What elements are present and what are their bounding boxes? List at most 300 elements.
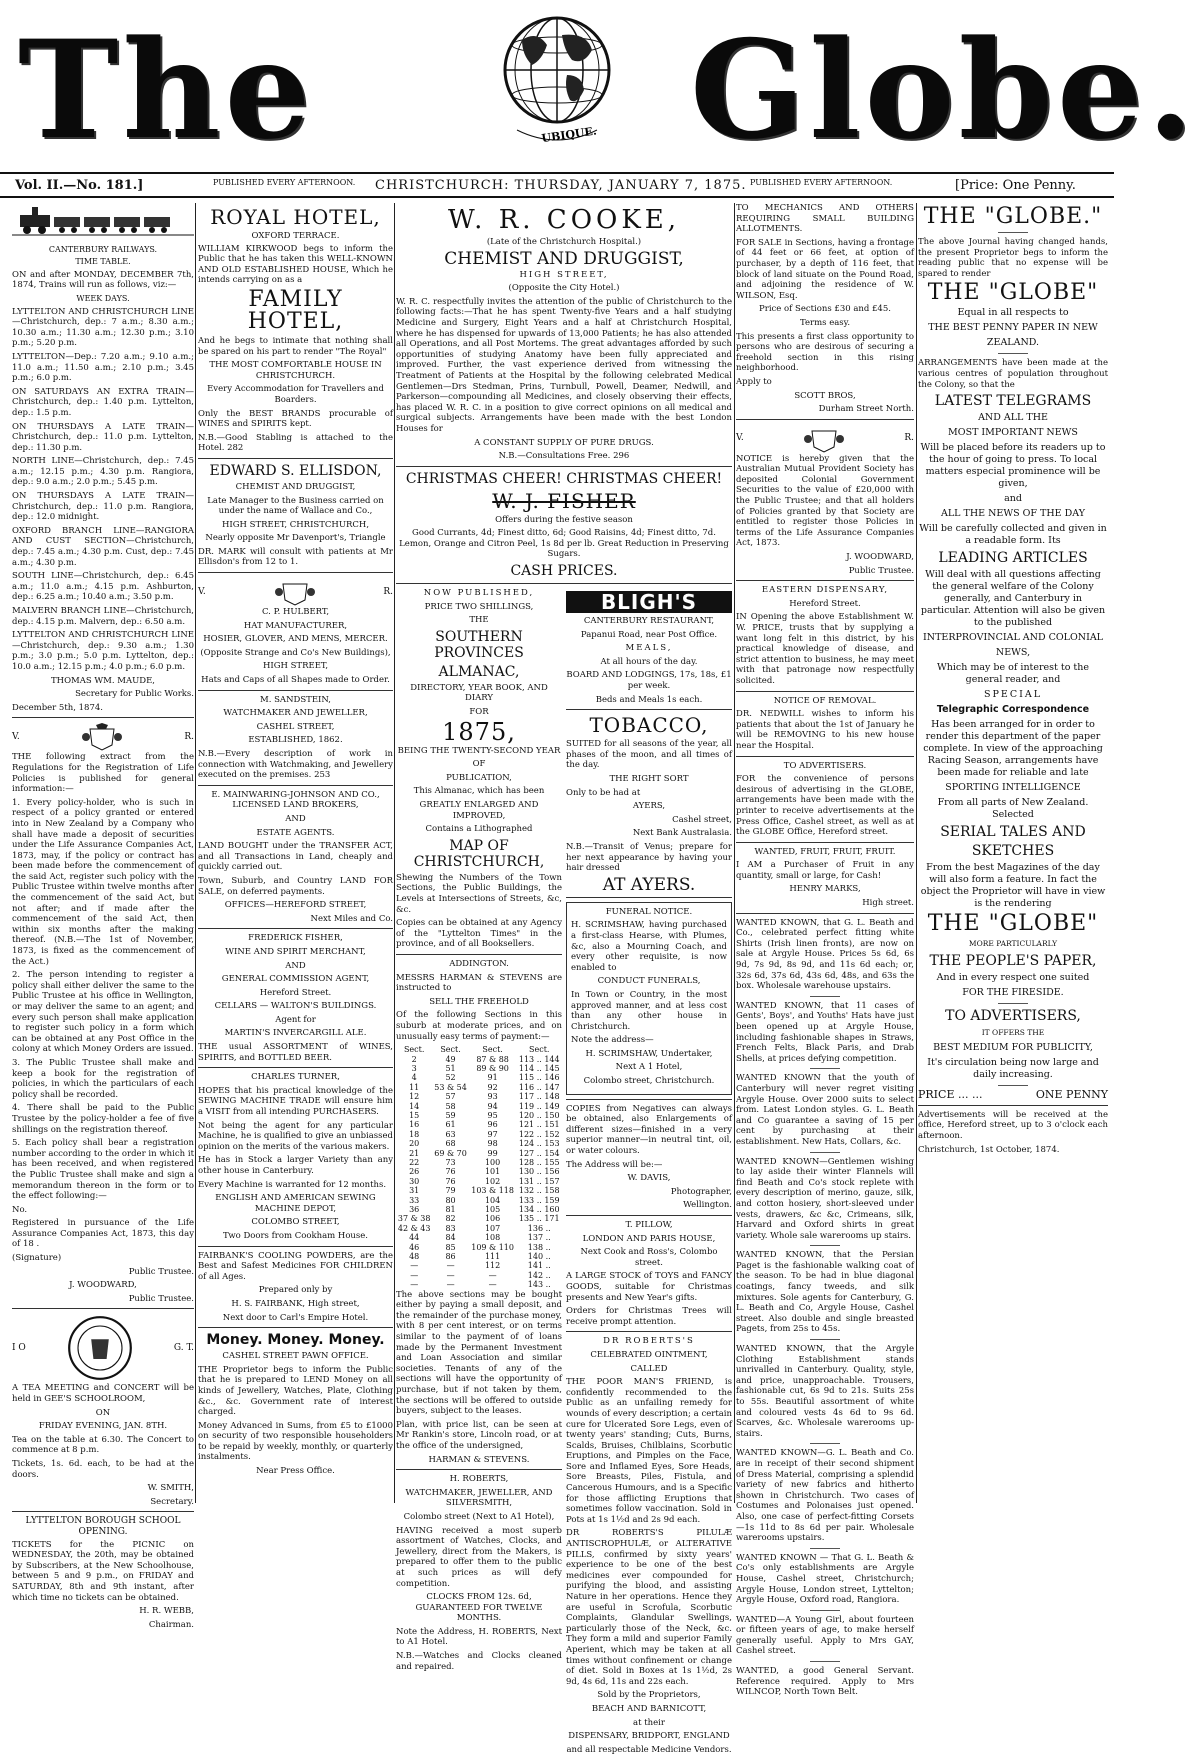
roberts-note: Note the Address, H. ROBERTS, Next to A1 Hotel. bbox=[396, 1626, 562, 1648]
sections-cell: 79 bbox=[445, 1186, 456, 1196]
sections-cell: 11 bbox=[409, 1082, 420, 1092]
globe-most: MOST IMPORTANT NEWS bbox=[948, 427, 1078, 439]
globe-latest: LATEST TELEGRAMS bbox=[934, 393, 1092, 410]
sections-cell: 33 bbox=[409, 1195, 420, 1205]
ointment-proprietors: BEACH AND BARNICOTT, bbox=[591, 1703, 707, 1714]
turner-depot: ENGLISH AND AMERICAN SEWING MACHINE DEPOT, bbox=[215, 1193, 376, 1214]
crest-v: V. bbox=[12, 732, 20, 743]
roberts-clocks: CLOCKS FROM 12s. 6d, GUARANTEED FOR TWELVE MONTHS. bbox=[415, 1592, 543, 1624]
amp-r: R. bbox=[904, 433, 914, 444]
addington-text-3: The above sections may be bought either by paying a small deposit, and the remainder of the purchase money, with 8 per cent interest, or on terms similar to the payment of of loans made by the Permanent Investment and Loan Association and similar societies. Tenants of any of the sections will have the opportunity of purchase, but if not taken by them, the sections will be offered to outside buyers, subject to the leases. bbox=[396, 1289, 562, 1417]
masthead-title-left: The bbox=[18, 10, 315, 169]
bligh-beds: Beds and Meals 1s each. bbox=[595, 694, 703, 705]
advertisers-text: FOR the convenience of persons desirous of advertising in the GLOBE, arrangements have been made with the printer to receive advertisements at the Press Office, Cashel street, as well as at the GLOBE Office, Hereford street. bbox=[736, 774, 914, 838]
sandstein-number: 253 bbox=[314, 770, 331, 781]
column-rule bbox=[394, 203, 395, 1503]
royal-crest bbox=[12, 722, 194, 752]
sections-cell: 68 bbox=[445, 1139, 456, 1149]
tobacco-text: SUITED for all seasons of the year, all phases of the moon, and all times of the day. bbox=[566, 739, 732, 771]
ointment-text: THE POOR MAN'S FRIEND, is confidently recommended to the Public as an unfailing remedy for wounds of every description; a certain cure for Ulcerated Sore Legs, even of twenty years' standing; Cuts, Burns, Scalds, Bruises, Chilblains, Scorbutic Eruptions, and Pimples on the Face, Sore and Inflamed Eyes, Sore Heads, Sore Breasts, Piles, Fistula, and Cancerous Humours, and is a Specific for those afflicting Eruptions that sometimes follow vaccination. Sold in Pots at 1s 1½d and 2s 9d each. bbox=[566, 1377, 732, 1525]
globe-title: THE "GLOBE" bbox=[927, 280, 1099, 306]
hulbert-opposite: (Opposite Strange and Co's New Buildings), bbox=[200, 647, 391, 658]
fisher-address: Hereford Street. bbox=[259, 987, 332, 998]
globe-arrangements: ARRANGEMENTS have been made at the various centres of population throughout the Colony, so that the bbox=[918, 358, 1108, 390]
ointment-pills: DR ROBERTS'S PILULÆ ANTISCROPHULÆ, or ALTERATIVE PILLS, confirmed by sixty years' experience to be one of the best medicines ever compounded for purifying the blood, and assisting Nature in her operations. Hence they are useful in Scrofula, Scorbutic Complaints, Glandular Swellings, particularly those of the Neck, &c. They form a mild and superior Family Aperient, which may be taken at all times without confinement or change of diet. Sold in Boxes at 1s 1½d, 2s 9d, 4s 6d, 11s and 22s each. bbox=[566, 1528, 732, 1687]
sections-row bbox=[396, 1186, 562, 1195]
column-rule bbox=[916, 203, 917, 1503]
sections-cell: 14 bbox=[409, 1101, 420, 1111]
royal-arms-icon bbox=[804, 425, 844, 453]
copies-address: The Address will be:— bbox=[566, 1159, 663, 1170]
sections-row bbox=[396, 1130, 562, 1139]
sections-row bbox=[396, 1139, 562, 1148]
sections-row bbox=[396, 1252, 562, 1261]
globe-from: From all parts of New Zealand. Selected bbox=[937, 797, 1089, 821]
globe-peoples: THE PEOPLE'S PAPER, bbox=[929, 953, 1097, 970]
sections-cell: 96 bbox=[487, 1120, 498, 1130]
sections-cell: 124 .. 153 bbox=[518, 1139, 560, 1149]
amp-crest bbox=[736, 424, 914, 454]
rail-entry: LYTTELTON—Dep.: 7.20 a.m.; 9.10 a.m.; 11.0 a.m.; 11.50 a.m.; 2.10 p.m.; 3.45 p.m.; 6.0 p.m. bbox=[12, 351, 194, 384]
trustee-signature: (Signature) bbox=[12, 1253, 62, 1264]
globe-fireside: FOR THE FIRESIDE. bbox=[962, 987, 1064, 999]
addington-signature: HARMAN & STEVENS. bbox=[428, 1454, 530, 1465]
almanac-year: 1875, bbox=[442, 717, 516, 746]
crest-r: R. bbox=[184, 732, 194, 743]
sections-cell: 15 bbox=[409, 1110, 420, 1120]
almanac-now: NOW PUBLISHED, bbox=[423, 588, 535, 599]
ointment-vendors: and all respectable Medicine Vendors. bbox=[566, 1744, 732, 1755]
pillow-text-2: Orders for Christmas Trees will receive prompt attention. bbox=[566, 1306, 732, 1327]
railway-intro: ON and after MONDAY, DECEMBER 7th, 1874, Trains will run as follows, viz:— bbox=[12, 269, 194, 291]
sections-cell: 2 bbox=[411, 1054, 417, 1064]
eastern-text: IN Opening the above Establishment W. W. PRICE, trusts that by supplying a want long felt in this district, by his practical knowledge of disease, and strict attention to business, he may meet with that patronage now respectfully solicited. bbox=[736, 612, 914, 686]
hotel-text: WILLIAM KIRKWOOD begs to inform the Public that he has taken this WELL-KNOWN AND OLD ESTABLISHED HOUSE, Which he intends carrying on as a bbox=[198, 243, 393, 286]
tobacco-ayers: AYERS, bbox=[632, 801, 666, 812]
removal-text: DR. NEDWILL wishes to inform his patients that about the 1st of January he will be REMOVING to his new house near the Hospital. bbox=[736, 709, 914, 751]
sections-cell: 102 bbox=[484, 1176, 501, 1186]
almanac-being: BEING THE TWENTY-SECOND YEAR bbox=[397, 745, 561, 756]
rail-entry: SOUTH LINE—Christchurch, dep.: 6.45 a.m.; 11.0 a.m.; 4.15 p.m. Ashburton, dep.: 6.25 a.m.; 10.40 a.m.; 3.50 p.m. bbox=[12, 571, 194, 603]
sections-cell: 136 .. bbox=[527, 1223, 551, 1233]
sections-cell: 142 .. bbox=[527, 1270, 551, 1280]
sections-row bbox=[396, 1224, 562, 1233]
fisher-name: FREDERICK FISHER, bbox=[248, 933, 343, 944]
column-rule bbox=[195, 203, 196, 1503]
rail-signature-title: Secretary for Public Works. bbox=[75, 689, 194, 700]
sections-cell: 111 bbox=[484, 1252, 501, 1262]
funeral-conduct: CONDUCT FUNERALS, bbox=[597, 976, 701, 987]
roberts-trade: WATCHMAKER, JEWELLER, AND SILVERSMITH, bbox=[405, 1487, 553, 1509]
fisher-trade-2: GENERAL COMMISSION AGENT, bbox=[221, 974, 370, 985]
hulbert-trade: HAT MANUFACTURER, bbox=[243, 620, 348, 631]
ellisdon-name: EDWARD S. ELLISDON, bbox=[209, 462, 382, 479]
globe-equal: Equal in all respects to bbox=[957, 307, 1069, 319]
sections-cell: 130 .. 156 bbox=[518, 1167, 560, 1177]
hulbert-v: V. bbox=[198, 586, 206, 597]
seal-icon bbox=[67, 1315, 133, 1381]
removal-heading: NOTICE OF REMOVAL. bbox=[773, 695, 877, 706]
almanac-sub: DIRECTORY, YEAR BOOK, AND DIARY bbox=[410, 682, 548, 704]
tea-time: Tea on the table at 6.30. The Concert to commence at 8 p.m. bbox=[12, 1434, 194, 1456]
sections-cell: 59 bbox=[445, 1110, 456, 1120]
sections-header: Sect. bbox=[403, 1045, 425, 1055]
cooke-consult bbox=[396, 451, 732, 462]
globe-placed: Will be placed before its readers up to the hour of going to press. To local matters especial prominence will be given, bbox=[920, 442, 1106, 490]
tobacco-heading: TOBACCO, bbox=[589, 713, 709, 738]
ointment-sold: Sold by the Proprietors, bbox=[597, 1690, 701, 1701]
royal-arms-icon bbox=[82, 723, 122, 751]
globe-special: SPECIAL bbox=[983, 689, 1043, 701]
fruit-street: High street. bbox=[862, 898, 914, 909]
tea-signature: W. SMITH, bbox=[147, 1483, 194, 1494]
mainwaring-estate: ESTATE AGENTS. bbox=[256, 827, 335, 838]
almanac-enlarged: GREATLY ENLARGED AND IMPROVED, bbox=[419, 800, 539, 821]
bligh-restaurant: CANTERBURY RESTAURANT, bbox=[583, 616, 715, 627]
globe-to-advertisers: TO ADVERTISERS, bbox=[945, 1008, 1081, 1025]
iogt-left: I O bbox=[12, 1343, 26, 1354]
sections-cell: 26 bbox=[409, 1167, 420, 1177]
sections-cell: 134 .. 160 bbox=[518, 1205, 560, 1214]
trustee-form: Registered in pursuance of the Life Assurance Companies Act, 1873, this day of 18 . bbox=[12, 1218, 194, 1250]
sections-cell: 114 .. 145 bbox=[518, 1063, 560, 1073]
col3-two-up bbox=[396, 588, 732, 1758]
trustee-name-title: Public Trustee. bbox=[128, 1293, 194, 1304]
sections-cell: 83 bbox=[445, 1223, 456, 1233]
tobacco-nb: N.B.—Transit of Venus; prepare for her next appearance by having your hair dressed bbox=[566, 841, 732, 874]
rail-entry: ON SATURDAYS AN EXTRA TRAIN—Christchurch, dep.: 1.40 p.m. Lyttelton, dep.: 1.5 p.m. bbox=[12, 386, 194, 418]
rail-date: December 5th, 1874. bbox=[12, 702, 103, 713]
cooke-trade: CHEMIST AND DRUGGIST, bbox=[444, 248, 684, 269]
globe-deal: Will deal with all questions affecting the general welfare of the Colony generally, and Canterbury in particular. Attention will also be given to the published bbox=[920, 569, 1106, 629]
sections-row bbox=[396, 1158, 562, 1167]
fairbank-text: FAIRBANK'S COOLING POWDERS, are the Best and Safest Medicines FOR CHILDREN of all Ages. bbox=[198, 1250, 393, 1282]
published-note-left: PUBLISHED EVERY AFTERNOON. bbox=[213, 178, 356, 187]
sections-cell: 138 .. bbox=[527, 1242, 551, 1252]
funeral-note: Note the address— bbox=[571, 1035, 654, 1046]
hotel-stabling bbox=[198, 433, 393, 454]
mechanics-name: SCOTT BROS, bbox=[794, 390, 856, 401]
trustee-item: 5. Each policy shall bear a registration number according to the order in which it has been received, and when registered the Public Trustee shall make and sign a memorandum thereon in the form or to the effect following:— bbox=[12, 1138, 194, 1202]
sections-row bbox=[396, 1271, 562, 1280]
globe-date: Christchurch, 1st October, 1874. bbox=[918, 1144, 1060, 1155]
fairbank-name: H. S. FAIRBANK, High street, bbox=[231, 1298, 360, 1309]
globe-all-news: ALL THE NEWS OF THE DAY bbox=[941, 508, 1085, 520]
fisher-cellars: CELLARS — WALTON'S BUILDINGS. bbox=[214, 1001, 377, 1012]
mechanics-price: Price of Sections £30 and £45. bbox=[759, 304, 891, 315]
sandstein-text-body: N.B.—Every description of work in connection with Watchmaking, and Jewellery executed on the premises. bbox=[198, 749, 393, 781]
roberts-nb: N.B.—Watches and Clocks cleaned and repaired. bbox=[396, 1651, 562, 1672]
globe-and-all: AND ALL THE bbox=[978, 412, 1048, 424]
cooke-supply: A CONSTANT SUPPLY OF PURE DRUGS. bbox=[474, 437, 654, 448]
sections-row bbox=[396, 1092, 562, 1101]
globe-serial: SERIAL TALES AND bbox=[940, 824, 1086, 841]
globe-intro: The above Journal having changed hands, the present Proprietor begs to inform the reading public that no expense will be spared to render bbox=[918, 237, 1108, 279]
sandstein-established: ESTABLISHED, 1862. bbox=[248, 735, 343, 746]
eastern-street: Hereford Street. bbox=[789, 598, 861, 609]
train-icon bbox=[12, 203, 194, 239]
sections-cell: 91 bbox=[487, 1073, 498, 1083]
funeral-text-2: In Town or Country, in the most approved manner, and at less cost than any other house in Christchurch. bbox=[571, 989, 727, 1032]
sections-cell: — bbox=[410, 1280, 419, 1290]
sections-cell: — bbox=[488, 1280, 497, 1290]
sandstein-address: CASHEL STREET, bbox=[256, 721, 335, 732]
addington-text: MESSRS HARMAN & STEVENS are instructed to bbox=[396, 972, 562, 994]
amp-text: NOTICE is hereby given that the Australian Mutual Provident Society has deposited Colonial Government Securities to the value of £20,000 with the Public Trustee; and that all holders of Policies granted by that Society are entitled to register those Policies in terms of the Life Assurance Companies Act, 1873. bbox=[736, 453, 914, 549]
hotel-brands: Only the BEST BRANDS procurable of WINES and SPIRITS kept. bbox=[198, 408, 393, 430]
wanted-ad: WANTED KNOWN — That G. L. Beath & Co's only establishments are Argyle House, Cashel street, Christchurch; Argyle House, London street, Lyttelton; Argyle House, Oxford road, Rangiora. bbox=[736, 1552, 914, 1606]
money-text-2: Money Advanced in Sums, from £5 to £1000 on security of two responsible householders to be repaid by weekly, monthly, or quarterly instalments. bbox=[198, 1420, 393, 1463]
money-near: Near Press Office. bbox=[256, 1466, 335, 1477]
funeral-street: Colombo street, Christchurch. bbox=[583, 1076, 715, 1087]
sections-cell: 44 bbox=[409, 1233, 420, 1243]
globe-price-label: PRICE ... ... bbox=[918, 1088, 983, 1102]
sections-header: Sect. bbox=[482, 1045, 503, 1055]
funeral-name: H. SCRIMSHAW, Undertaker, bbox=[585, 1048, 713, 1059]
sections-cell: 131 .. 157 bbox=[518, 1176, 560, 1186]
pillow-text: A LARGE STOCK of TOYS and FANCY GOODS, suitable for Christmas presents and New Year's gifts. bbox=[566, 1271, 732, 1303]
sections-cell: 140 .. bbox=[527, 1252, 551, 1262]
sections-header: Sect. bbox=[440, 1045, 461, 1055]
sections-row bbox=[396, 1261, 562, 1270]
sections-row bbox=[396, 1177, 562, 1186]
bligh-name: BLIGH'S bbox=[566, 591, 732, 613]
sections-cell: 22 bbox=[409, 1157, 420, 1167]
sections-row bbox=[396, 1280, 562, 1289]
hotel-stabling-text: N.B.—Good Stabling is attached to the Hotel. bbox=[198, 432, 393, 454]
mainwaring-text-2: Town, Suburb, and Country LAND FOR SALE, on deferred payments. bbox=[198, 875, 393, 897]
sections-cell: 94 bbox=[487, 1101, 498, 1111]
school-heading: LYTTELTON BOROUGH SCHOOL OPENING. bbox=[25, 1516, 181, 1537]
addington-text-2: Of the following Sections in this suburb at moderate prices, and on unusually easy terms of payment:— bbox=[396, 1010, 562, 1042]
mainwaring-and: AND bbox=[285, 813, 306, 824]
globe-price-value: ONE PENNY bbox=[1035, 1088, 1108, 1102]
sections-cell: 16 bbox=[409, 1120, 420, 1130]
hotel-family: FAMILY HOTEL, bbox=[247, 286, 344, 334]
sections-row bbox=[396, 1149, 562, 1158]
money-text: THE Proprietor begs to inform the Public that he is prepared to LEND Money on all kinds of Jewellery, Watches, Plate, Clothing &c., &c. Government rate of interest charged. bbox=[198, 1364, 393, 1418]
sections-row bbox=[396, 1196, 562, 1205]
globe-mags: From the best Magazines of the day will also form a feature. In fact the object the Proprietor will have in view is the rendering bbox=[920, 862, 1106, 910]
fisher-ale: MARTIN'S INVERCARGILL ALE. bbox=[224, 1028, 367, 1039]
almanac-this: This Almanac, which has been bbox=[413, 786, 545, 797]
xmas-heading: CHRISTMAS CHEER! CHRISTMAS CHEER! bbox=[405, 470, 723, 487]
sections-cell: 133 .. 159 bbox=[518, 1195, 560, 1205]
globe-news: NEWS, bbox=[995, 647, 1031, 659]
almanac-for: FOR bbox=[469, 707, 489, 718]
sections-cell: 42 & 43 bbox=[397, 1223, 431, 1233]
sections-table bbox=[396, 1045, 562, 1290]
sections-cell: 92 bbox=[487, 1082, 498, 1092]
globe-every: And in every respect one suited bbox=[936, 972, 1090, 984]
column-3 bbox=[396, 203, 732, 1755]
price: [Price: One Penny. bbox=[955, 178, 1076, 193]
money-subheading: CASHEL STREET PAWN OFFICE. bbox=[222, 1351, 369, 1362]
sections-row bbox=[396, 1243, 562, 1252]
tobacco-street: Cashel street, bbox=[672, 814, 732, 825]
roberts-text: HAVING received a most superb assortment of Watches, Clocks, and Jewellery, direct from the Makers, is prepared to offer them to the public at such prices as will defy competition. bbox=[396, 1525, 562, 1589]
mechanics-address: Durham Street North. bbox=[818, 404, 914, 415]
pillow-name: T. PILLOW, bbox=[625, 1220, 673, 1230]
sections-row bbox=[396, 1167, 562, 1176]
sections-row bbox=[396, 1064, 562, 1073]
wanted-ad: WANTED KNOWN—G. L. Beath and Co. are in receipt of their second shipment of Dress Material, comprising a splendid variety of new fabrics and hitherto shown in Christchurch. Two cases of Costumes and Polonaises just opened. Also, one case of perfect-fitting Corsets—1s 11d to 8s 6d per pair. Wholesale warerooms upstairs. bbox=[736, 1448, 914, 1544]
sections-cell: 115 .. 146 bbox=[518, 1073, 560, 1083]
ellisdon-trade: CHEMIST AND DRUGGIST, bbox=[235, 481, 356, 492]
sections-cell: 76 bbox=[445, 1167, 456, 1177]
fairbank-near: Next door to Carl's Empire Hotel. bbox=[222, 1312, 369, 1323]
school-text: TICKETS for the PICNIC on WEDNESDAY, the 20th, may be obtained by Subscribers, at the New Schoolhouse, between 5 and 9 p.m., on FRIDAY and SATURDAY, 8th and 9th instant, after which time no tickets can be obtained. bbox=[12, 1539, 194, 1603]
amp-title: Public Trustee. bbox=[848, 565, 914, 576]
weekdays-heading: WEEK DAYS. bbox=[76, 293, 130, 303]
copies-name: W. DAVIS, bbox=[627, 1173, 671, 1184]
sections-cell: 61 bbox=[445, 1120, 456, 1130]
tea-on: ON bbox=[95, 1407, 111, 1418]
sections-row bbox=[396, 1073, 562, 1082]
amp-name: J. WOODWARD, bbox=[846, 552, 914, 563]
hulbert-crest bbox=[198, 577, 393, 607]
cooke-number: 296 bbox=[613, 451, 630, 462]
sections-header-row bbox=[396, 1045, 562, 1054]
sections-cell: 97 bbox=[487, 1129, 498, 1139]
sections-cell: 57 bbox=[445, 1092, 456, 1102]
sections-cell: 122 .. 152 bbox=[518, 1129, 560, 1139]
globe-best: THE BEST PENNY PAPER IN NEW bbox=[928, 322, 1098, 334]
column-2 bbox=[198, 203, 393, 1503]
sections-cell: 108 bbox=[484, 1233, 501, 1243]
sections-cell: 12 bbox=[409, 1092, 420, 1102]
tea-date: FRIDAY EVENING, JAN. 8TH. bbox=[38, 1421, 168, 1432]
ellisdon-address: HIGH STREET, CHRISTCHURCH, bbox=[221, 519, 370, 530]
cooke-late: (Late of the Christchurch Hospital.) bbox=[486, 237, 642, 247]
sections-cell: 120 .. 150 bbox=[518, 1110, 560, 1120]
sections-cell: 106 bbox=[484, 1214, 501, 1224]
eastern-heading: EASTERN DISPENSARY, bbox=[761, 585, 889, 596]
wanted-ad: WANTED KNOWN that the youth of Canterbury will never regret visiting Argyle House. Over 2000 suits to select from. Latest London styles. G. L. Beath and Co guarantee a saving of 15 per cent by purchasing at their establishment. New Hats, Collars, &c. bbox=[736, 1073, 914, 1147]
sections-cell: 103 & 118 bbox=[471, 1186, 514, 1196]
hotel-comfortable: THE MOST COMFORTABLE HOUSE IN CHRISTCHURCH. bbox=[209, 360, 382, 381]
mainwaring-text: LAND BOUGHT under the TRANSFER ACT, and all Transactions in Land, cheaply and quickly carried out. bbox=[198, 841, 393, 873]
railway-heading: CANTERBURY RAILWAYS. bbox=[48, 244, 158, 254]
mechanics-terms: Terms easy. bbox=[799, 317, 851, 328]
sections-cell: 84 bbox=[445, 1233, 456, 1243]
almanac-price: PRICE TWO SHILLINGS, bbox=[424, 601, 534, 612]
trustee-item: 1. Every policy-holder, who is such in respect of a policy granted or entered into in New Zealand by a Company who shall have made a deposit of securities under the Life Assurance Companies Act, 1873, may, if the policy or contract has been made before the commencement of the said Act, register such policy with the Public Trustee within twelve months after the commencement of the said Act, but not after; and if made after the commencement of the said Act, then within six months after the making thereof. (N.B.—The 1st of November, 1873, is fixed as the commencement of the Act.) bbox=[12, 797, 194, 967]
railway-subheading: TIME TABLE. bbox=[75, 257, 131, 267]
sections-cell: 80 bbox=[445, 1195, 456, 1205]
globe-more: MORE PARTICULARLY bbox=[968, 939, 1058, 949]
sections-row bbox=[396, 1055, 562, 1064]
almanac-the: THE bbox=[469, 615, 489, 626]
ointment-name: DR ROBERTS'S bbox=[603, 1336, 695, 1347]
funeral-text: H. SCRIMSHAW, having purchased a first-class Hearse, with Plumes, &c, also a Mourning Coach, and every other requisite, is now enabled to bbox=[571, 920, 727, 973]
rail-entry: MALVERN BRANCH LINE—Christchurch, dep.: 4.15 p.m. Malvern, dep.: 6.50 a.m. bbox=[12, 606, 194, 627]
col3-left bbox=[396, 588, 562, 1758]
sections-row bbox=[396, 1233, 562, 1242]
mechanics-apply: Apply to bbox=[736, 376, 772, 387]
sandstein-name: M. SANDSTEIN, bbox=[260, 694, 331, 705]
dateline: CHRISTCHURCH: THURSDAY, JANUARY 7, 1875. bbox=[375, 178, 747, 193]
amp-v: V. bbox=[736, 433, 744, 444]
sections-cell: 82 bbox=[445, 1214, 456, 1224]
trustee-intro: THE following extract from the Regulations for the Registration of Life Policies is published for general information:— bbox=[12, 752, 194, 795]
wanted-ad: WANTED—A Young Girl, about fourteen or fifteen years of age, to make herself generally useful. Apply to Mrs GAY, Cashel street. bbox=[736, 1614, 914, 1657]
mechanics-text: FOR SALE in Sections, having a frontage of 44 feet or 66 feet, at option of purchaser, by a depth of 116 feet, that block of land situate on the Pound Road, and adjoining the residence of W. WILSON, Esq. bbox=[736, 237, 914, 301]
globe-which: Which may be of interest to the general reader, and bbox=[936, 662, 1089, 686]
ellisdon-text: Late Manager to the Business carried on under the name of Wallace and Co., bbox=[207, 495, 384, 517]
sections-cell: 30 bbox=[409, 1176, 420, 1186]
globe-and: and bbox=[1004, 493, 1022, 505]
sections-cell: 107 bbox=[484, 1223, 501, 1233]
sections-cell: 81 bbox=[445, 1205, 456, 1214]
tea-signature-title: Secretary. bbox=[150, 1496, 194, 1507]
fisher-and: AND bbox=[285, 960, 306, 971]
mechanics-text-2: This presents a first class opportunity to persons who are desirous of securing a freehold section in this rising neighborhood. bbox=[736, 331, 914, 374]
column-4 bbox=[736, 203, 914, 1698]
globe-sketches: SKETCHES bbox=[971, 843, 1055, 860]
mainwaring-offices-2: Next Miles and Co. bbox=[310, 913, 393, 924]
sections-cell: 141 .. bbox=[527, 1261, 551, 1271]
sections-cell: 46 bbox=[409, 1242, 420, 1252]
ellisdon-mark: DR. MARK will consult with patients at Mr Ellisdon's from 12 to 1. bbox=[198, 546, 393, 568]
globe-careful: Will be carefully collected and given in a readable form. Its bbox=[919, 523, 1107, 547]
hotel-text-2: And he begs to intimate that nothing shall be spared on his part to render "The Royal" bbox=[198, 335, 393, 357]
globe-icon bbox=[492, 10, 622, 145]
pillow-address: Next Cook and Ross's, Colombo street. bbox=[580, 1247, 718, 1268]
copies-trade: Photographer, bbox=[670, 1186, 732, 1197]
addington-text-4: Plan, with price list, can be seen at Mr Rankin's store, Lincoln road, or at the office of the undersigned, bbox=[396, 1419, 562, 1451]
bligh-board: BOARD AND LODGINGS, 17s, 18s, £1 per week. bbox=[566, 670, 732, 692]
wanted-ad: WANTED KNOWN—Gentlemen wishing to lay aside their winter Flannels will find Beath and Co's stock replete with every description of merino, gauze, silk, and cotton hosiery, short-sleeved under vests, drawers, &c &c, Crimeans, silk, Harvard and Oxford shirts in great variety. Whole sale warerooms up stairs. bbox=[736, 1156, 914, 1241]
masthead-title-right: Globe. bbox=[690, 10, 1198, 169]
sections-header: Sect. bbox=[529, 1045, 550, 1055]
tobacco-at: AT AYERS. bbox=[602, 874, 696, 895]
rail-entry: ON THURSDAYS A LATE TRAIN—Christchurch, dep.: 11.0 p.m. Lyttelton, dep.: 11.30 p.m. bbox=[12, 421, 194, 453]
sections-cell: — bbox=[410, 1270, 419, 1280]
turner-text-2: Not being the agent for any particular Machine, he is qualified to give an unbiassed opinion on the merits of the various makers. bbox=[198, 1120, 393, 1152]
tea-tickets: Tickets, 1s. 6d. each, to be had at the doors. bbox=[12, 1459, 194, 1480]
funeral-box bbox=[566, 902, 732, 1095]
turner-name: CHARLES TURNER, bbox=[251, 1072, 340, 1083]
trustee-item: 2. The person intending to register a policy shall either deliver the same to the Public Trustee at his office in Wellington, or may deliver the same to an agent; and every such person shall make application to register such policy in a form which can be obtained at any Post Office in the colony at which Money Orders are issued. bbox=[12, 970, 194, 1055]
sections-cell: 87 & 88 bbox=[476, 1054, 509, 1064]
sections-cell: 105 bbox=[484, 1205, 501, 1214]
trustee-item: 4. There shall be paid to the Public Trustee by the policy-holder a fee of five shillings on the registration thereof. bbox=[12, 1103, 194, 1135]
trustee-title: Public Trustee. bbox=[128, 1266, 194, 1277]
almanac-title-2: ALMANAC, bbox=[438, 663, 520, 680]
sections-body bbox=[396, 1055, 562, 1290]
sections-cell: 135 .. 171 bbox=[518, 1214, 560, 1224]
xmas-name: W. J. FISHER bbox=[492, 488, 636, 513]
sections-cell: 128 .. 155 bbox=[518, 1157, 560, 1167]
roberts-name: H. ROBERTS, bbox=[449, 1474, 509, 1485]
sections-cell: 93 bbox=[487, 1092, 498, 1102]
tobacco-near: Next Bank Australasia. bbox=[632, 828, 732, 839]
almanac-text-2: Copies can be obtained at any Agency of the "Lyttelton Times" in the province, and of all Booksellers. bbox=[396, 918, 562, 950]
hulbert-r: R. bbox=[383, 586, 393, 597]
globe-price-line bbox=[918, 1090, 1108, 1101]
globe-circulation: It's circulation being now large and daily increasing. bbox=[927, 1057, 1099, 1081]
sections-cell: 69 & 70 bbox=[434, 1148, 467, 1158]
almanac-contains: Contains a Lithographed bbox=[425, 824, 533, 835]
sections-cell: 20 bbox=[409, 1139, 420, 1149]
advertisers-heading: TO ADVERTISERS. bbox=[783, 760, 867, 771]
sections-cell: 58 bbox=[445, 1101, 456, 1111]
ointment-name-2: CELEBRATED OINTMENT, bbox=[590, 1349, 708, 1360]
sections-cell: 137 .. bbox=[527, 1233, 551, 1243]
cooke-street: HIGH STREET, bbox=[519, 269, 609, 280]
mainwaring-offices: OFFICES—HEREFORD STREET, bbox=[224, 900, 367, 911]
